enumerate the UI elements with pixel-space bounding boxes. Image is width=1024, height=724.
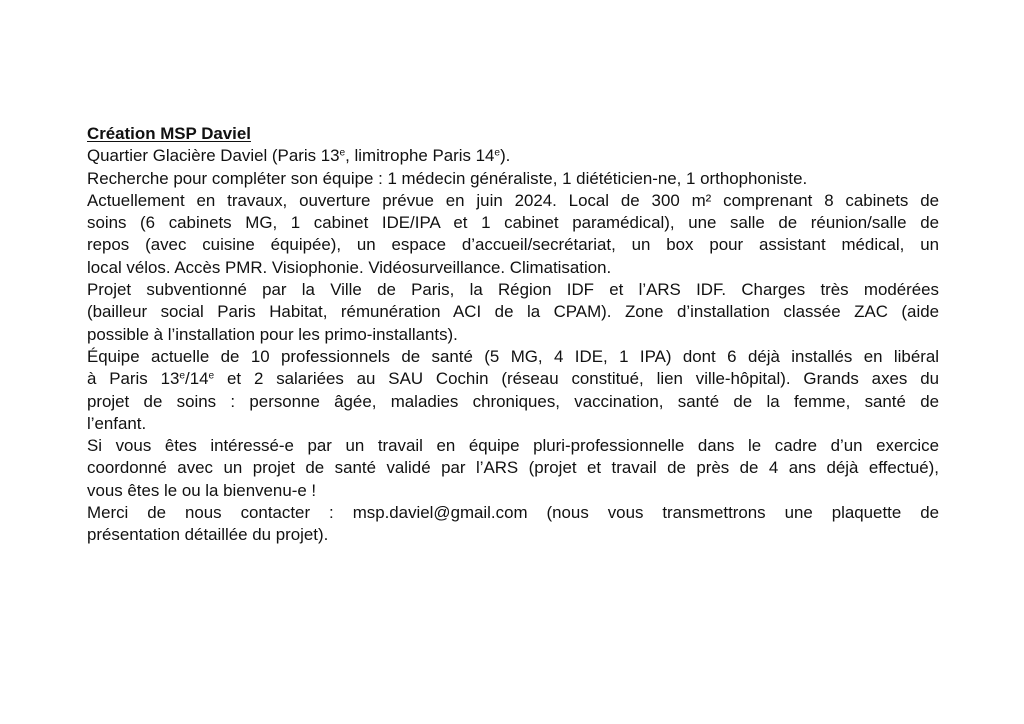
travaux-paragraph bbox=[87, 190, 939, 279]
superscript: e bbox=[494, 147, 501, 159]
text-line: projet de soins : personne âgée, maladies chroniques, vaccination, santé de la femme, santé de bbox=[87, 391, 939, 411]
text-line: possible à l’installation pour les primo-installants). bbox=[87, 324, 458, 344]
text-line: vous êtes le ou la bienvenu-e ! bbox=[87, 480, 317, 500]
document-body bbox=[87, 123, 939, 547]
text-segment: /14 bbox=[185, 369, 209, 389]
equipe-paragraph bbox=[87, 346, 939, 435]
text-line: coordonné avec un projet de santé validé par l’ARS (projet et travail de près de 4 ans déjà effectué), bbox=[87, 458, 939, 478]
superscript: e bbox=[179, 370, 186, 382]
text-segment: et 2 salariées au SAU Cochin (réseau constitué, lien ville-hôpital). Grands axes du bbox=[214, 369, 939, 389]
text-line bbox=[87, 502, 939, 524]
text-line: présentation détaillée du projet). bbox=[87, 525, 329, 545]
text-line: repos (avec cuisine équipée), un espace d’accueil/secrétariat, un box pour assistant médical, un bbox=[87, 235, 939, 255]
text-line: Équipe actuelle de 10 professionnels de santé (5 MG, 4 IDE, 1 IPA) dont 6 déjà installés en libéral bbox=[87, 346, 939, 366]
text-segment: (nous vous transmettrons une plaquette de bbox=[527, 503, 939, 523]
quartier-text: ). bbox=[500, 146, 511, 166]
text-line: l’enfant. bbox=[87, 413, 147, 433]
text-line: Si vous êtes intéressé-e par un travail en équipe pluri-professionnelle dans le cadre d’un exercice bbox=[87, 436, 939, 456]
quartier-line bbox=[87, 145, 939, 167]
quartier-text: Quartier Glacière Daviel (Paris 13 bbox=[87, 146, 340, 166]
superscript: e bbox=[208, 370, 215, 382]
interesse-paragraph bbox=[87, 435, 939, 502]
text-segment: à Paris 13 bbox=[87, 369, 180, 389]
text-line: Actuellement en travaux, ouverture prévue en juin 2024. Local de 300 m² comprenant 8 cabinets de bbox=[87, 190, 939, 210]
text-line bbox=[87, 368, 939, 390]
contact-paragraph bbox=[87, 502, 939, 547]
document-title: Création MSP Daviel bbox=[87, 124, 251, 143]
quartier-text: , limitrophe Paris 14 bbox=[345, 146, 495, 166]
text-line: local vélos. Accès PMR. Visiophonie. Vidéosurveillance. Climatisation. bbox=[87, 257, 612, 277]
text-line: (bailleur social Paris Habitat, rémunération ACI de la CPAM). Zone d’installation classée ZAC (aide bbox=[87, 302, 939, 322]
recherche-line: Recherche pour compléter son équipe : 1 médecin généraliste, 1 diététicien-ne, 1 orthophoniste. bbox=[87, 168, 808, 188]
text-segment: Merci de nous contacter : bbox=[87, 503, 353, 523]
projet-paragraph bbox=[87, 279, 939, 346]
superscript: e bbox=[339, 147, 346, 159]
contact-email-link[interactable]: msp.daviel@gmail.com bbox=[352, 503, 528, 523]
text-line: soins (6 cabinets MG, 1 cabinet IDE/IPA et 1 cabinet paramédical), une salle de réunion/salle de bbox=[87, 213, 939, 233]
text-line: Projet subventionné par la Ville de Paris, la Région IDF et l’ARS IDF. Charges très modérées bbox=[87, 280, 939, 300]
